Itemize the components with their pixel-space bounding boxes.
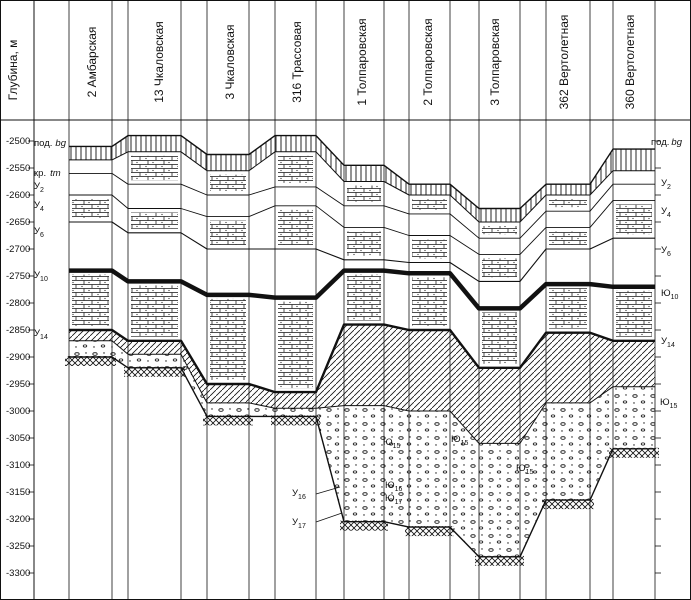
horizon-label: $Ю_{15}$ — [660, 397, 678, 410]
lithology-block — [616, 291, 652, 337]
lithology-block — [412, 199, 447, 210]
horizon-label: $Ю_{15}$ — [383, 437, 401, 450]
depth-tick: -2650 — [6, 217, 31, 228]
lithology-block — [131, 156, 178, 180]
left-horizon-labels — [34, 138, 67, 341]
lithology-block — [210, 221, 246, 245]
depth-tick: -2750 — [6, 271, 31, 282]
horizon-label: под. bg — [34, 138, 66, 149]
horizon-label: $У_{14}$ — [661, 336, 675, 349]
lithology-block — [131, 285, 178, 336]
depth-tick: -3250 — [6, 541, 31, 552]
lithology-block — [347, 231, 381, 255]
horizon-label: $Ю_{15}$ — [451, 434, 469, 447]
depth-tick: -2900 — [6, 352, 31, 363]
depth-tick: -2850 — [6, 325, 31, 336]
lithology-block — [549, 231, 587, 245]
horizon-label: $У_6$ — [661, 245, 671, 258]
right-horizon-labels — [651, 137, 683, 410]
lithology-block — [347, 186, 381, 202]
depth-tick: -3100 — [6, 460, 31, 471]
well-label-362-vertoletnaya: 362 Вертолетная — [557, 14, 571, 110]
well-label-2-tolparovskaya: 2 Толпаровская — [421, 18, 435, 106]
horizon-label: $У_4$ — [661, 206, 671, 219]
horizon-label: $У_{17}$ — [292, 517, 306, 530]
horizon-label: $У_2$ — [661, 178, 671, 191]
well-label-1-tolparovskaya: 1 Толпаровская — [355, 18, 369, 106]
depth-tick: -2950 — [6, 379, 31, 390]
depth-tick: -2600 — [6, 190, 31, 201]
well-label-3-chkalovskaya: 3 Чкаловская — [223, 24, 237, 100]
lithology-block — [347, 275, 381, 321]
strata-fills — [65, 136, 659, 566]
depth-axis-label: Глубина, м — [6, 39, 20, 101]
lithology-block — [616, 204, 652, 234]
horizon-label: $Ю_{17}$ — [385, 493, 403, 506]
depth-tick: -3300 — [6, 568, 31, 579]
depth-axis — [6, 136, 30, 579]
depth-tick: -3150 — [6, 487, 31, 498]
horizon-label: под. bg — [651, 137, 682, 148]
depth-tick: -3200 — [6, 514, 31, 525]
header — [6, 15, 637, 110]
lithology-block — [72, 275, 109, 326]
horizon-label: кр. tm — [34, 168, 61, 179]
horizon-label: $У_{10}$ — [34, 270, 48, 283]
lithology-block — [482, 226, 517, 234]
lithology-block — [482, 258, 517, 277]
lithology-block — [549, 288, 587, 329]
depth-tick: -2550 — [6, 163, 31, 174]
horizon-label: $У_2$ — [34, 181, 44, 194]
horizon-label: $У_{16}$ — [292, 488, 306, 501]
horizon-label: $Ю_{16}$ — [385, 480, 403, 493]
well-label-2-ambarskaya: 2 Амбарская — [85, 26, 99, 98]
well-label-316-trassovaya: 316 Трассовая — [290, 21, 304, 103]
depth-tick: -2700 — [6, 244, 31, 255]
lithology-block — [412, 277, 447, 326]
lithology-block — [278, 210, 313, 245]
lithology-block — [131, 213, 178, 229]
depth-tick: -2500 — [6, 136, 31, 147]
depth-tick: -3050 — [6, 433, 31, 444]
well-label-360-vertoletnaya: 360 Вертолетная — [623, 14, 637, 110]
lithology-block — [549, 199, 587, 207]
horizon-label: $Ю_{10}$ — [661, 288, 679, 301]
lithology-block — [278, 156, 313, 183]
lithology-block — [412, 240, 447, 259]
well-label-13-chkalovskaya: 13 Чкаловская — [152, 21, 166, 103]
lithology-block — [72, 199, 109, 218]
horizon-label: $У_{14}$ — [34, 328, 48, 341]
lithology-block — [210, 175, 246, 191]
lithology-block — [278, 302, 313, 389]
horizon-label: $Ю_{15}$ — [516, 463, 534, 476]
depth-tick: -3000 — [6, 406, 31, 417]
well-label-3-tolparovskaya: 3 Толпаровская — [488, 18, 502, 106]
horizon-label: $У_6$ — [34, 226, 44, 239]
lithology-block — [210, 299, 246, 380]
horizon-label: $У_4$ — [34, 200, 44, 213]
depth-tick: -2800 — [6, 298, 31, 309]
lithology-block — [482, 312, 517, 363]
